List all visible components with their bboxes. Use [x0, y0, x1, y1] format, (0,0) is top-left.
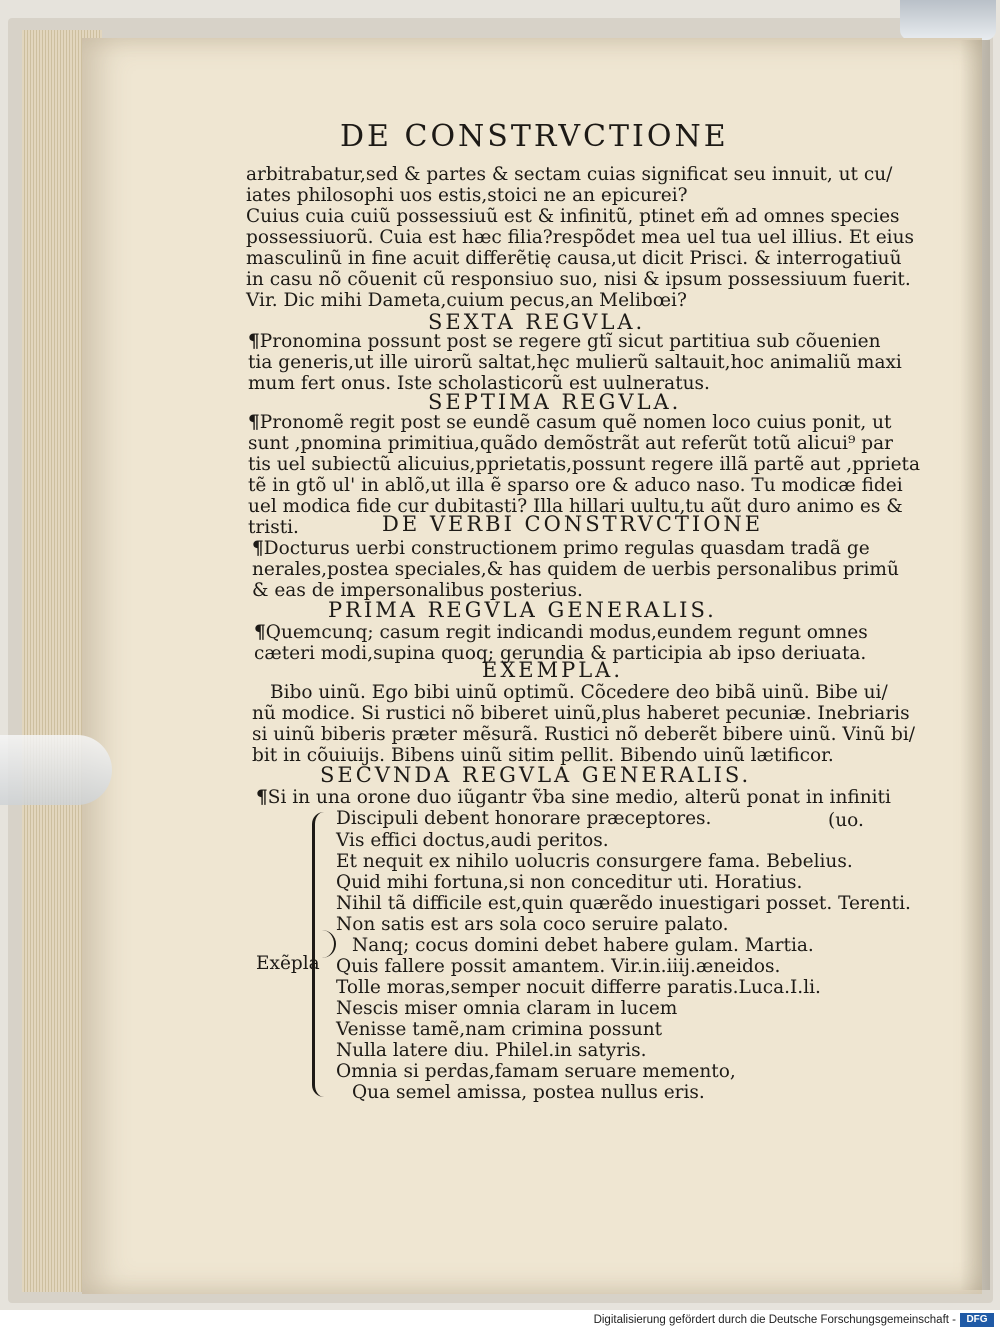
text-line: iates philosophi uos estis,stoici ne an epicurei? [246, 185, 688, 206]
verse-line: Tolle moras,semper nocuit differre paratis.Luca.I.li. [336, 977, 821, 998]
pilcrow-icon: ¶ [254, 622, 266, 643]
verse-line: Omnia si perdas,famam seruare memento, [336, 1061, 736, 1082]
funding-notice: Digitalisierung gefördert durch die Deutsche Forschungsgemeinschaft - [593, 1314, 956, 1326]
heading-prima: PRIMA REGVLA GENERALIS. [328, 598, 717, 622]
pilcrow-icon: ¶ [252, 538, 264, 559]
verse-line: Venisse tamẽ,nam crimina possunt [336, 1019, 663, 1040]
verse-line: Et nequit ex nihilo uolucris consurgere fama. Bebelius. [336, 851, 853, 872]
heading-sexta: SEXTA REGVLA. [428, 310, 646, 334]
text-line: Pronomina possunt post se regere gtĩ sicut partitiua sub cõuenien [259, 331, 881, 352]
verse-line: Nihil tã difficile est,quin quærẽdo inuestigari posset. Terenti. [336, 893, 911, 914]
text-line: Bibo uinũ. Ego bibi uinũ optimũ. Cõcedere deo bibã uinũ. Bibe ui/ [270, 682, 888, 703]
text-line: tẽ in gtõ ul' in ablõ,ut illa ẽ sparso ore & aduco naso. Tu modicæ fidei [248, 475, 903, 496]
dfg-logo: DFG [960, 1313, 994, 1327]
text-line: nũ modice. Si rustici nõ biberet uinũ,plus haberet pecuniæ. Inebriaris [252, 703, 910, 724]
text-line: Si in una orone duo iũgantr ṽba sine medio, alterũ ponat in infiniti [267, 787, 891, 808]
text-line: & eas de impersonalibus posterius. [252, 580, 583, 601]
verse-line: Vis effici doctus,audi peritos. [336, 830, 609, 851]
verse-line: Quis fallere possit amantem. Vir.in.iiij.æneidos. [336, 956, 781, 977]
verse-bracket-point [318, 930, 336, 958]
page-title: DE CONSTRVCTIONE [340, 119, 729, 154]
verse-line: Qua semel amissa, postea nullus eris. [352, 1082, 705, 1103]
text-line: Cuius cuia cuiũ possessiuũ est & infinitũ, ptinet em̃ ad omnes species [246, 206, 900, 227]
text-line: Docturus uerbi constructionem primo regulas quasdam tradã ge [263, 538, 870, 559]
text-line: mum fert onus. Iste scholasticorũ est uulneratus. [248, 373, 710, 394]
text-line: possessiuorũ. Cuia est hæc filia?respõdet mea uel tua uel illius. Et eius [246, 227, 914, 248]
text-line: arbitrabatur,sed & partes & sectam cuias significat seu innuit, ut cu/ [246, 164, 893, 185]
heading-exempla: EXEMPLA. [482, 658, 624, 682]
text-line: in casu nõ cõuenit cũ responsiuo suo, nisi & ipsum possessiuum fuerit. [246, 269, 911, 290]
pilcrow-icon: ¶ [256, 787, 268, 808]
text-line: bit in cõuiuijs. Bibens uinũ sitim pellit. Bibendo uinũ lætificor. [252, 745, 834, 766]
bracket-label: Exẽpla [256, 953, 320, 974]
verse-line: Nulla latere diu. Philel.in satyris. [336, 1040, 647, 1061]
text-line: tis uel subiectũ alicuius,pprietatis,possunt regere illã partẽ aut ,pprieta [248, 454, 921, 475]
heading-secunda: SECVNDA REGVLA GENERALIS. [320, 763, 752, 787]
text-line: sunt ,pnomina primitiua,quãdo demõstrãt aut referũt totũ alicui⁹ par [248, 433, 893, 454]
text-line: masculinũ in fine acuit differẽtię causa,ut dicit Prisci. & interrogatiuũ [246, 248, 902, 269]
heading-septima: SEPTIMA REGVLA. [428, 390, 682, 414]
text-line: tristi. [248, 517, 299, 538]
heading-verbi: DE VERBI CONSTRVCTIONE [382, 512, 764, 536]
verse-line: Nescis miser omnia claram in lucem [336, 998, 678, 1019]
text-line: cæteri modi,supina quoq; gerundia & participia ab ipso deriuata. [254, 643, 867, 664]
verse-line: Nanq; cocus domini debet habere gulam. Martia. [352, 935, 814, 956]
text-line: uel modica fide cur dubitasti? Illa hillari uultu,tu aũt duro animo es & [248, 496, 903, 517]
text-line: Vir. Dic mihi Dameta,cuium pecus,an Melibœi? [246, 290, 687, 311]
pilcrow-icon: ¶ [248, 331, 260, 352]
text-line: Quemcunq; casum regit indicandi modus,eundem regunt omnes [265, 622, 868, 643]
page-clip [0, 735, 112, 805]
pilcrow-icon: ¶ [248, 412, 260, 433]
verse-line: Quid mihi fortuna,si non conceditur uti. Horatius. [336, 872, 803, 893]
text-line: Pronomẽ regit post se eundẽ casum quẽ nomen loco cuius ponit, ut [259, 412, 892, 433]
text-line: nerales,postea speciales,& has quidem de uerbis personalibus primũ [252, 559, 899, 580]
text-line: si uinũ biberis præter mẽsurã. Rustici nõ deberẽt bibere uinũ. Vinũ bi/ [252, 724, 916, 745]
text-line: tia generis,ut ille uirorũ saltat,hęc mulierũ saltauit,hoc animaliũ maxi [248, 352, 902, 373]
verse-line: Discipuli debent honorare præceptores. [336, 808, 712, 829]
verse-line: Non satis est ars sola coco seruire palato. [336, 914, 729, 935]
text-line-tail: (uo. [828, 810, 864, 831]
